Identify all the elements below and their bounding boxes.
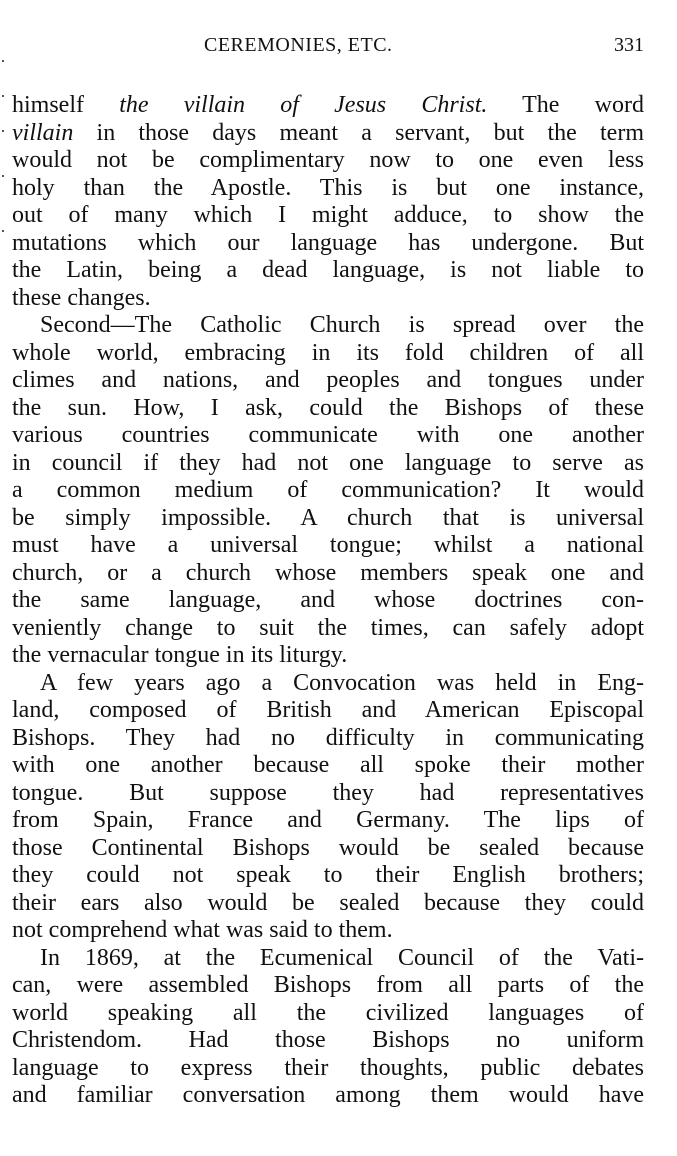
paragraph [12,670,644,945]
text-line: out of many which I might adduce, to show the [12,202,644,228]
paragraph [12,945,644,1110]
page-number: 331 [614,34,644,56]
text-line: they could not speak to their English brothers; [12,862,644,888]
text-line: would not be complimentary now to one even less [12,147,644,173]
text-line: the same language, and whose doctrines con- [12,587,644,613]
paragraph [12,312,644,670]
text-line: be simply impossible. A church that is universal [12,504,644,531]
text-line: from Spain, France and Germany. The lips of [12,807,644,833]
text-line: a common medium of communication? It would [12,477,644,503]
text-line: In 1869, at the Ecumenical Council of the Vati- [40,944,644,971]
text-line: these changes. [12,284,151,311]
text-line: those Continental Bishops would be sealed because [12,834,644,861]
text-line: himself the villain of Jesus Christ. The word [12,92,644,118]
text-line: A few years ago a Convocation was held in Eng- [40,669,644,696]
body-text [12,92,644,1110]
text-line: holy than the Apostle. This is but one instance, [12,174,644,201]
text-line: mutations which our language has undergone. But [12,229,644,256]
paragraph [12,92,644,312]
text-line: not comprehend what was said to them. [12,917,393,943]
text-line: the sun. How, I ask, could the Bishops of these [12,394,644,421]
text-line: Bishops. They had no difficulty in communicating [12,724,644,751]
text-line: climes and nations, and peoples and tongues under [12,367,644,393]
text-line: land, composed of British and American Episcopal [12,697,644,723]
margin-speckles [2,0,6,1156]
text-line: language to express their thoughts, public debates [12,1054,644,1081]
text-line: villain in those days meant a servant, but the term [12,119,644,146]
text-line: world speaking all the civilized languages of [12,999,644,1026]
text-line: and familiar conversation among them would have [12,1082,644,1108]
text-line: the vernacular tongue in its liturgy. [12,642,348,668]
text-line: various countries communicate with one another [12,422,644,448]
text-line: with one another because all spoke their mother [12,752,644,778]
text-line: can, were assembled Bishops from all parts of the [12,972,644,998]
text-line: church, or a church whose members speak one and [12,559,644,586]
running-title: CEREMONIES, ETC. [204,34,393,56]
page-header [14,34,644,64]
text-line: Christendom. Had those Bishops no uniform [12,1027,644,1053]
text-line: Second—The Catholic Church is spread over the [40,312,644,338]
text-line: in council if they had not one language to serve as [12,449,644,476]
text-line: whole world, embracing in its fold children of all [12,339,644,366]
text-line: their ears also would be sealed because they could [12,889,644,916]
text-line: tongue. But suppose they had representatives [12,779,644,806]
text-line: the Latin, being a dead language, is not liable to [12,257,644,283]
text-line: must have a universal tongue; whilst a national [12,532,644,558]
text-line: veniently change to suit the times, can safely adopt [12,614,644,641]
